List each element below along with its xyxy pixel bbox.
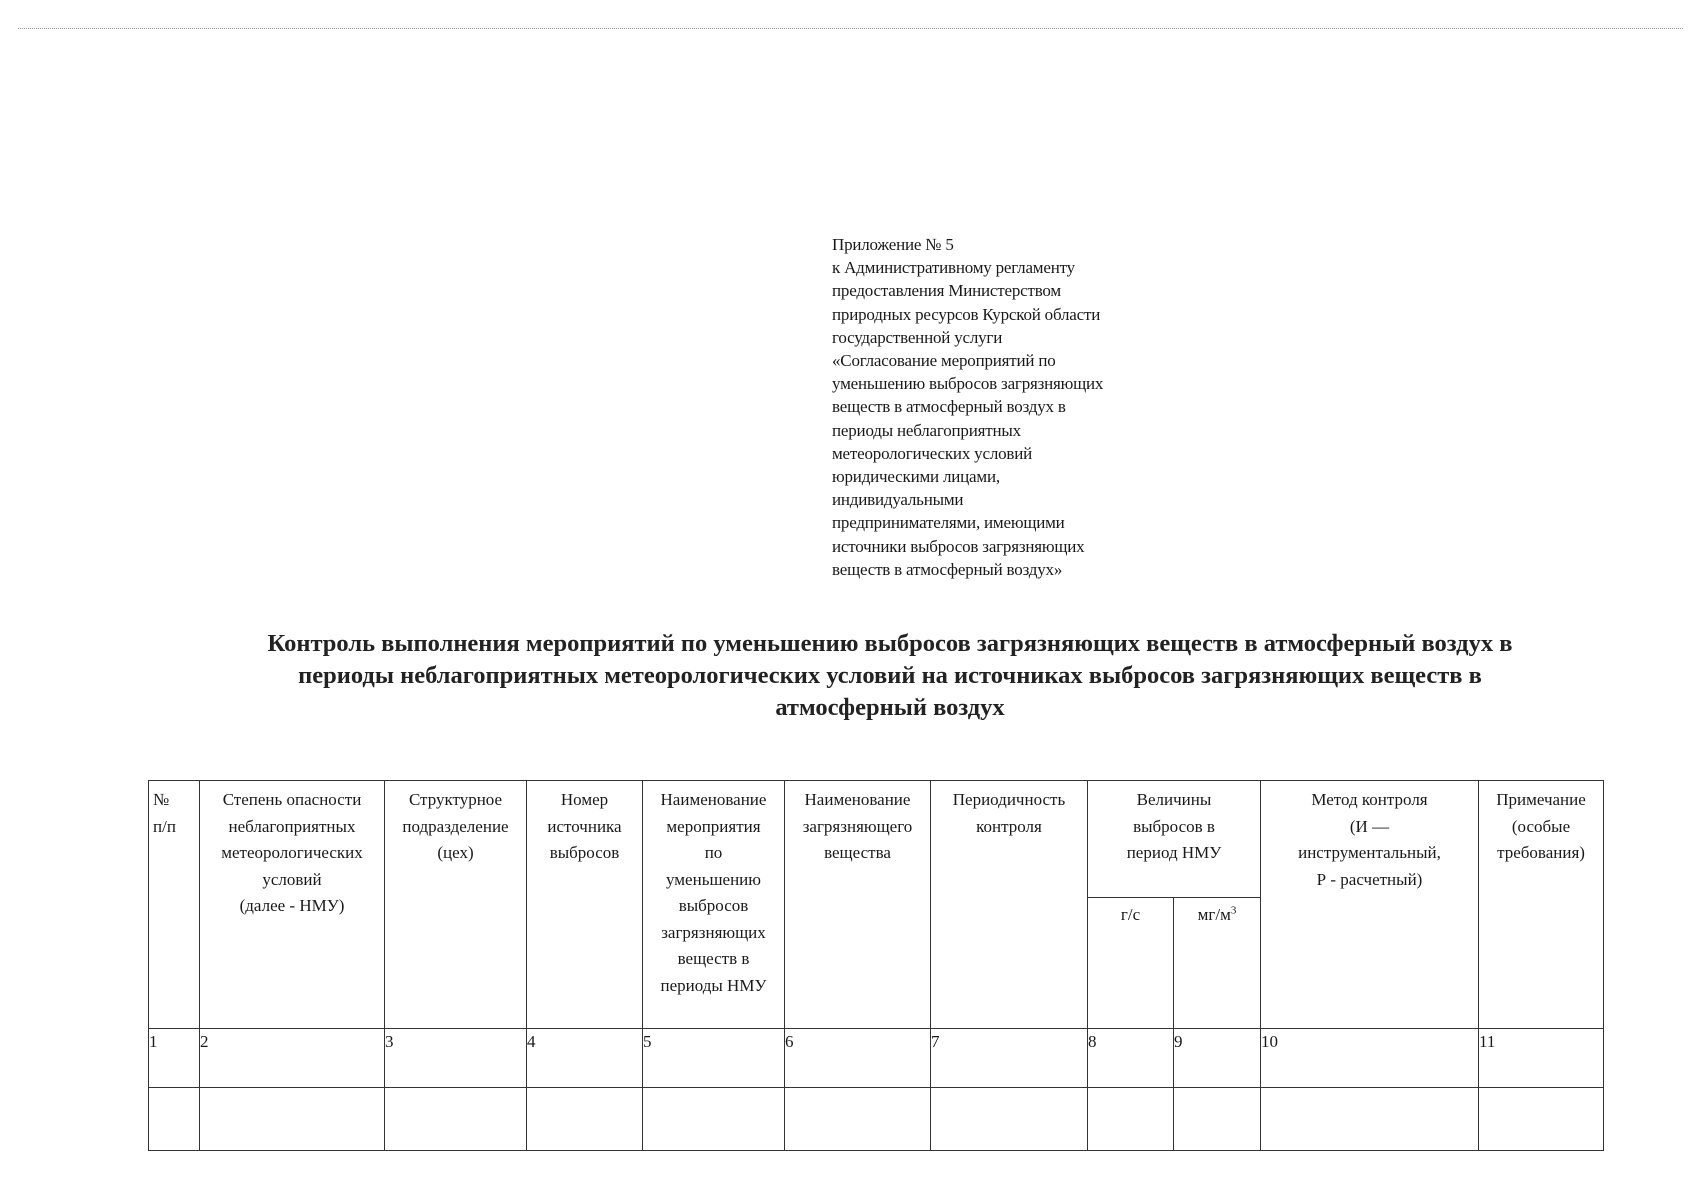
header-grams-per-second: г/с — [1088, 898, 1174, 1029]
column-number: 7 — [931, 1029, 1088, 1088]
header-measure-name: Наименование мероприятия по уменьшению выбросов загрязняющих веществ в периоды НМУ — [643, 781, 785, 1029]
table-row — [149, 1088, 1604, 1151]
annex-line: индивидуальными — [832, 490, 964, 510]
header-control-method: Метод контроля (И — инструментальный, Р - расчетный) — [1261, 781, 1479, 1029]
header-note: Примечание (особые требования) — [1479, 781, 1604, 1029]
table-cell — [1261, 1088, 1479, 1151]
column-number: 4 — [527, 1029, 643, 1088]
annex-line: «Согласование мероприятий по — [832, 351, 1056, 371]
table-cell — [149, 1088, 200, 1151]
table-cell — [1479, 1088, 1604, 1151]
column-number: 10 — [1261, 1029, 1479, 1088]
title-line: периоды неблагоприятных метеорологических условий на источниках выбросов загрязняющих веществ в — [298, 662, 1482, 689]
column-number: 11 — [1479, 1029, 1604, 1088]
annex-line: метеорологических условий — [832, 443, 1033, 463]
header-structural-unit: Структурное подразделение (цех) — [385, 781, 527, 1029]
document-title — [150, 628, 1630, 724]
annex-line: периоды неблагоприятных — [832, 420, 1021, 440]
table-row — [149, 1029, 1604, 1088]
title-line: атмосферный воздух — [775, 694, 1005, 721]
table-cell — [1088, 1088, 1174, 1151]
table-cell — [785, 1088, 931, 1151]
annex-line: источники выбросов загрязняющих — [832, 536, 1085, 556]
column-number: 1 — [149, 1029, 200, 1088]
control-table — [148, 780, 1604, 1151]
header-emission-values: Величины выбросов в период НМУ — [1088, 781, 1261, 898]
annex-line: государственной услуги — [832, 327, 1003, 347]
column-number: 9 — [1174, 1029, 1261, 1088]
annex-line: предпринимателями, имеющими — [832, 513, 1065, 533]
annex-line: уменьшению выбросов загрязняющих — [832, 374, 1104, 394]
table-cell — [200, 1088, 385, 1151]
column-number: 3 — [385, 1029, 527, 1088]
header-periodicity: Периодичность контроля — [931, 781, 1088, 1029]
table-cell — [527, 1088, 643, 1151]
header-pollutant-name: Наименование загрязняющего вещества — [785, 781, 931, 1029]
table-cell — [643, 1088, 785, 1151]
annex-line: веществ в атмосферный воздух» — [832, 559, 1063, 579]
header-source-number: Номер источника выбросов — [527, 781, 643, 1029]
column-number: 5 — [643, 1029, 785, 1088]
annex-line: юридическими лицами, — [832, 467, 1000, 487]
header-number: № п/п — [149, 781, 200, 1029]
table-cell — [385, 1088, 527, 1151]
header-mg-per-m3 — [1174, 898, 1261, 1029]
scan-edge-line — [18, 28, 1683, 29]
column-number: 6 — [785, 1029, 931, 1088]
annex-line: к Административному регламенту — [832, 258, 1075, 278]
title-line: Контроль выполнения мероприятий по уменьшению выбросов загрязняющих веществ в атмосферный воздух в — [267, 630, 1513, 657]
table-cell — [931, 1088, 1088, 1151]
annex-line: веществ в атмосферный воздух в — [832, 397, 1066, 417]
column-number: 8 — [1088, 1029, 1174, 1088]
unit-exponent: 3 — [1230, 904, 1237, 917]
annex-line: Приложение № 5 — [832, 235, 954, 254]
unit-label: мг/м — [1197, 905, 1231, 924]
annex-line: предоставления Министерством — [832, 281, 1061, 301]
header-hazard-degree: Степень опасности неблагоприятных метеорологических условий (далее - НМУ) — [200, 781, 385, 1029]
annex-line: природных ресурсов Курской области — [832, 304, 1101, 324]
column-number: 2 — [200, 1029, 385, 1088]
table-cell — [1174, 1088, 1261, 1151]
annex-block — [832, 233, 1162, 581]
